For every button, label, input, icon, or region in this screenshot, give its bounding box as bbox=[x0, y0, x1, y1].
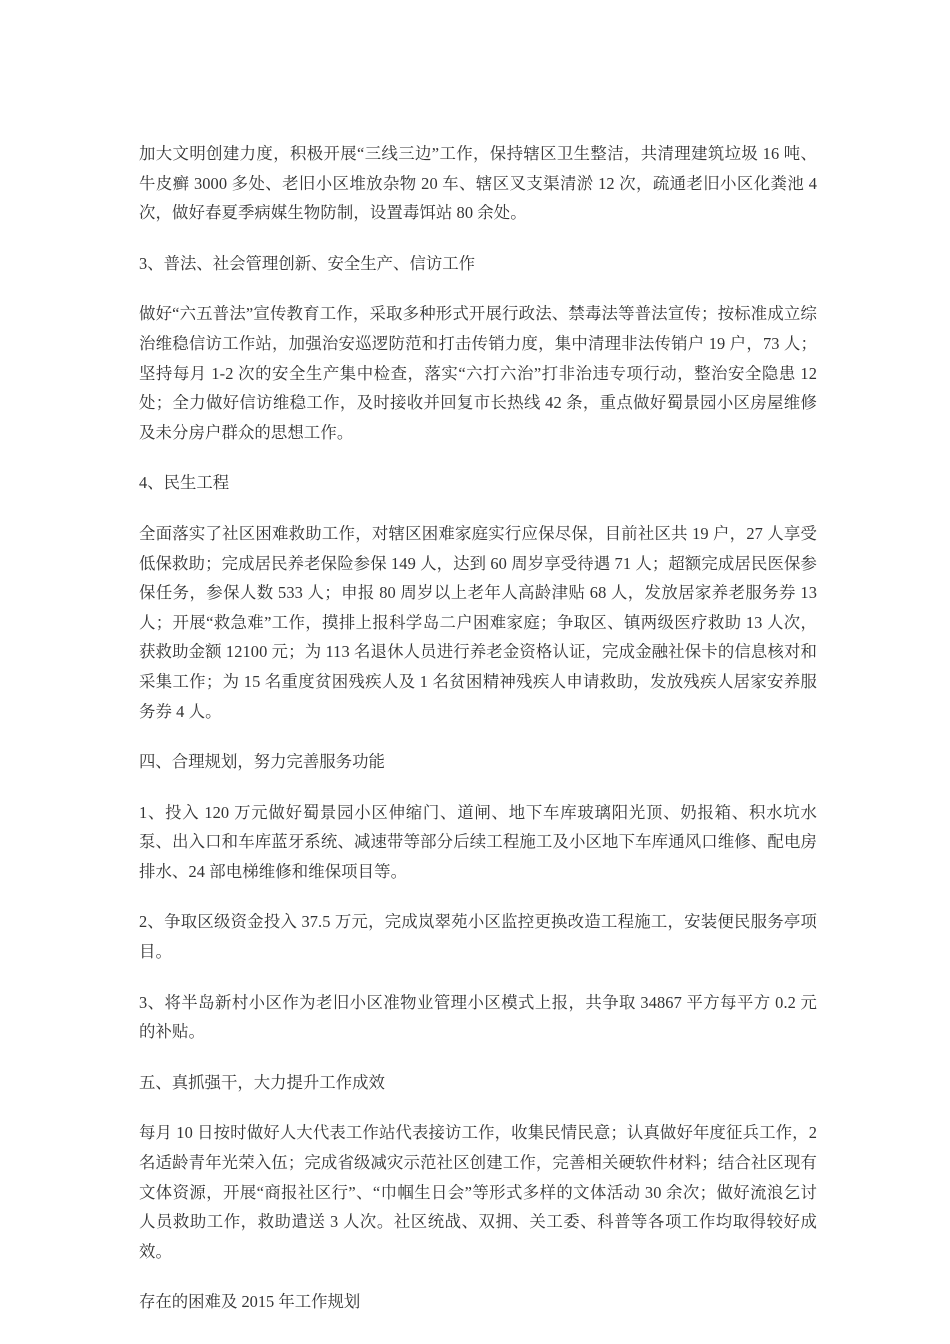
paragraph-item-3-body: 做好“六五普法”宣传教育工作，采取多种形式开展行政法、禁毒法等普法宣传；按标准成立综治维稳信访工作站，加强治安巡逻防范和打击传销力度，集中清理非法传销户 19 户，73 人；坚持每月 1-2 次的安全生产集中检查，落实“六打六治”打非治违专项行动，整治安全隐患 12 处；全力做好信访维稳工作，及时接收并回复市长热线 42 条，重点做好蜀景园小区房屋维修及未分房户群众的思想工作。 bbox=[139, 304, 817, 442]
heading-item-3: 3、普法、社会管理创新、安全生产、信访工作 bbox=[139, 253, 476, 273]
paragraph-item-4-body: 全面落实了社区困难救助工作，对辖区困难家庭实行应保尽保，目前社区共 19 户，27 人享受低保救助；完成居民养老保险参保 149 人，达到 60 周岁享受待遇 71 人；超额完成居民医保参保任务，参保人数 533 人；申报 80 周岁以上老年人高龄津贴 68 人，发放居家养老服务券 13 人；开展“救急难”工作，摸排上报科学岛二户困难家庭；争取区、镇两级医疗救助 13 人次，获救助金额 12100 元；为 113 名退休人员进行养老金资格认证，完成金融社保卡的信息核对和采集工作；为 15 名重度贫困残疾人及 1 名贫困精神残疾人申请救助，发放残疾人居家安养服务券 4 人。 bbox=[139, 523, 817, 721]
paragraph-section-5-body: 每月 10 日按时做好人大代表工作站代表接访工作，收集民情民意；认真做好年度征兵工作，2 名适龄青年光荣入伍；完成省级减灾示范社区创建工作，完善相关硬软件材料；结合社区现有文体资源，开展“商报社区行”、“巾帼生日会”等形式多样的文体活动 30 余次；做好流浪乞讨人员救助工作，救助遣送 3 人次。社区统战、双拥、关工委、科普等各项工作均取得较好成效。 bbox=[139, 1123, 817, 1261]
paragraph-section-4-item-2: 2、争取区级资金投入 37.5 万元，完成岚翠苑小区监控更换改造工程施工，安装便民服务亭项目。 bbox=[139, 912, 817, 962]
heading-section-4: 四、合理规划，努力完善服务功能 bbox=[139, 752, 385, 772]
paragraph-civilization-construction: 加大文明创建力度，积极开展“三线三边”工作，保持辖区卫生整洁，共清理建筑垃圾 16 吨、牛皮癣 3000 多处、老旧小区堆放杂物 20 车、辖区叉支渠清淤 12 次，疏通老旧小区化粪池 4 次，做好春夏季病媒生物防制，设置毒饵站 80 余处。 bbox=[139, 144, 817, 223]
paragraph-section-4-item-3: 3、将半岛新村小区作为老旧小区准物业管理小区模式上报，共争取 34867 平方每平方 0.2 元的补贴。 bbox=[139, 992, 817, 1042]
heading-item-4: 4、民生工程 bbox=[139, 473, 230, 493]
paragraph-difficulties-and-plan: 存在的困难及 2015 年工作规划 bbox=[139, 1292, 361, 1312]
heading-section-5: 五、真抓强干，大力提升工作成效 bbox=[139, 1072, 385, 1092]
document-text-body bbox=[139, 139, 817, 1317]
paragraph-section-4-item-1: 1、投入 120 万元做好蜀景园小区伸缩门、道闸、地下车库玻璃阳光顶、奶报箱、积水坑水泵、出入口和车库蓝牙系统、减速带等部分后续工程施工及小区地下车库通风口维修、配电房排水、24 部电梯维修和维保项目等。 bbox=[139, 802, 817, 881]
